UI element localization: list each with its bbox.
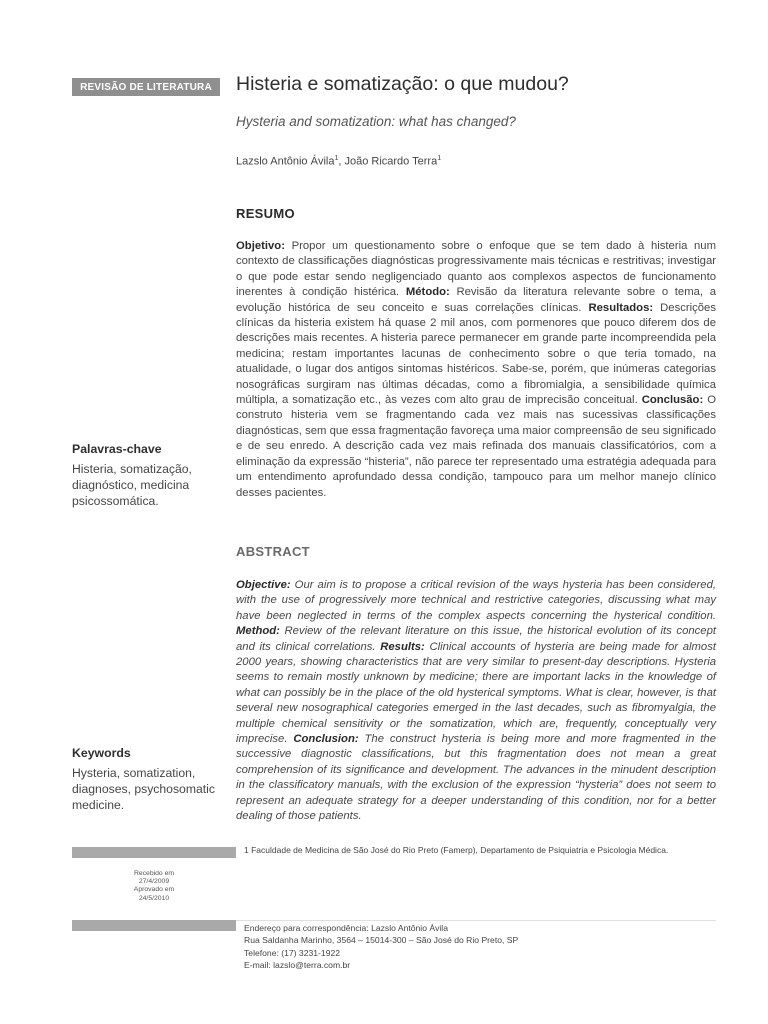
correspondence-name: Endereço para correspondência: Lazslo Antônio Ávila	[244, 923, 448, 933]
abstract-conclusion-text: The construct hysteria is being more and more fragmented in the successive diagnostic classifications, but this fragmentation does not mean a great comprehension of its significance and development. The advances in the minudent description in the classificatory manuals, with the exclusion of the expression “hysteria” does not seem to represent an adequate strategy for a deeper understanding of this condition, nor for a better dealing of those patients.	[236, 733, 716, 823]
approved-label: Aprovado em	[133, 886, 175, 894]
submission-dates	[72, 870, 236, 903]
article-subtitle: Hysteria and somatization: what has changed?	[236, 114, 516, 129]
resumo-metodo-text: Revisão da literatura relevante sobre o tema, a evolução histórica de seu conceito e suas correlações clínicas.	[236, 286, 716, 314]
divider-bar-top	[72, 847, 236, 858]
section-label: REVISÃO DE LITERATURA	[72, 78, 220, 96]
abstract-objective-label: Objective:	[236, 579, 291, 591]
palavras-chave-text: Histeria, somatização, diagnóstico, medicina psicossomática.	[72, 462, 192, 508]
abstract-heading: ABSTRACT	[236, 544, 310, 559]
resumo-objetivo-text: Propor um questionamento sobre o enfoque que se tem dado à histeria num contexto de classificações diagnósticas progressivamente mais técnicas e restritivas; investigar o que pode estar sendo negligenciado quanto aos complexos aspectos de funcionamento inerentes à condição histérica.	[236, 240, 716, 299]
received-label: Recebido em	[133, 870, 175, 877]
abstract-objective-text: Our aim is to propose a critical revision of the ways hysteria has been considered, with the use of progressively more technical and restrictive categories, discussing what may have been neglected in terms of the complex aspects concerning the hysterical condition.	[236, 579, 716, 622]
author-name: Lazslo Antônio Ávila	[236, 155, 335, 168]
author-affiliation-mark: 1	[334, 155, 339, 162]
resumo-metodo-label: Método:	[405, 286, 450, 299]
correspondence-address: Rua Saldanha Marinho, 3564 – 15014-300 – São José do Rio Preto, SP	[244, 935, 519, 946]
author-separator: ,	[338, 155, 345, 168]
received-date: 27/4/2009	[138, 878, 170, 886]
resumo-paragraph	[236, 239, 716, 501]
resumo-heading: RESUMO	[236, 206, 295, 221]
resumo-resultados-label: Resultados:	[588, 301, 654, 314]
resumo-resultados-text: Descrições clínicas da histeria existem há quase 2 mil anos, com pormenores que pouco diferem dos de descrições mais recentes. A histeria parece permanecer em grande parte incompreendida pela medicina; restam importantes lacunas de conhecimento sobre o que teria tomado, na atualidade, o lugar dos antigos sintomas histéricos. Sabe-se, porém, que inúmeras categorias nosográficas surgiram nas últimas décadas, como a fibromialgia, a sensibilidade química múltipla, a somatização etc., às vezes com alto grau de imprecisão conceitual.	[236, 301, 716, 407]
correspondence-email: E-mail: lazslo@terra.com.br	[244, 960, 351, 971]
abstract-conclusion-label: Conclusion:	[293, 733, 359, 746]
abstract-results-label: Results:	[380, 640, 425, 653]
resumo-objetivo-label: Objetivo:	[236, 240, 285, 252]
approved-date: 24/5/2010	[138, 894, 170, 902]
abstract-method-label: Method:	[236, 625, 280, 638]
article-title: Histeria e somatização: o que mudou?	[236, 73, 569, 95]
footnote-number: 1	[244, 845, 249, 855]
keywords-heading: Keywords	[72, 746, 131, 760]
affiliation-footnote	[244, 845, 668, 855]
footer-rule	[236, 920, 716, 921]
abstract-method-text: Review of the relevant literature on this issue, the historical evolution of its concept and its clinical correlations.	[236, 625, 716, 653]
palavras-chave-heading: Palavras-chave	[72, 442, 162, 456]
author-name: João Ricardo Terra	[344, 155, 438, 168]
author-affiliation-mark: 1	[437, 155, 442, 162]
footnote-text: Faculdade de Medicina de São José do Rio Preto (Famerp), Departamento de Psiquiatria e Psicologia Médica.	[248, 845, 669, 855]
abstract-results-text: Clinical accounts of hysteria are being made for almost 2000 years, showing characteristics that are very similar to present-day descriptions. Hysteria seems to remain mostly unknown by medicine; there are important lacks in the knowledge of what can possibly be in the place of the old hysterical symptoms. What is clear, however, is that several new nosographical categories emerged in the last decades, such as fibromyalgia, the multiple chemical sensitivity or the somatization, which are, frequently, conceptually very imprecise.	[236, 640, 716, 746]
correspondence-phone: Telefone: (17) 3231-1922	[244, 947, 341, 958]
divider-bar-bottom	[72, 920, 236, 931]
resumo-conclusao-text: O construto histeria vem se fragmentando cada vez mais nas sucessivas classificações diagnósticas, sem que essa fragmentação favoreça uma maior compreensão de seu significado e de seu enredo. A descrição cada vez mais refinada dos manuais classificatórios, com a eliminação da expressão “histeria”, não parece ter representado uma estratégia adequada para um entendimento aprofundado dessa condição, tampouco para um melhor manejo clínico desses pacientes.	[236, 394, 716, 499]
correspondence-block	[244, 922, 518, 972]
author-list	[236, 155, 441, 168]
resumo-conclusao-label: Conclusão:	[641, 394, 704, 407]
keywords-text: Hysteria, somatization, diagnoses, psychosomatic medicine.	[72, 766, 215, 812]
abstract-paragraph	[236, 578, 716, 825]
